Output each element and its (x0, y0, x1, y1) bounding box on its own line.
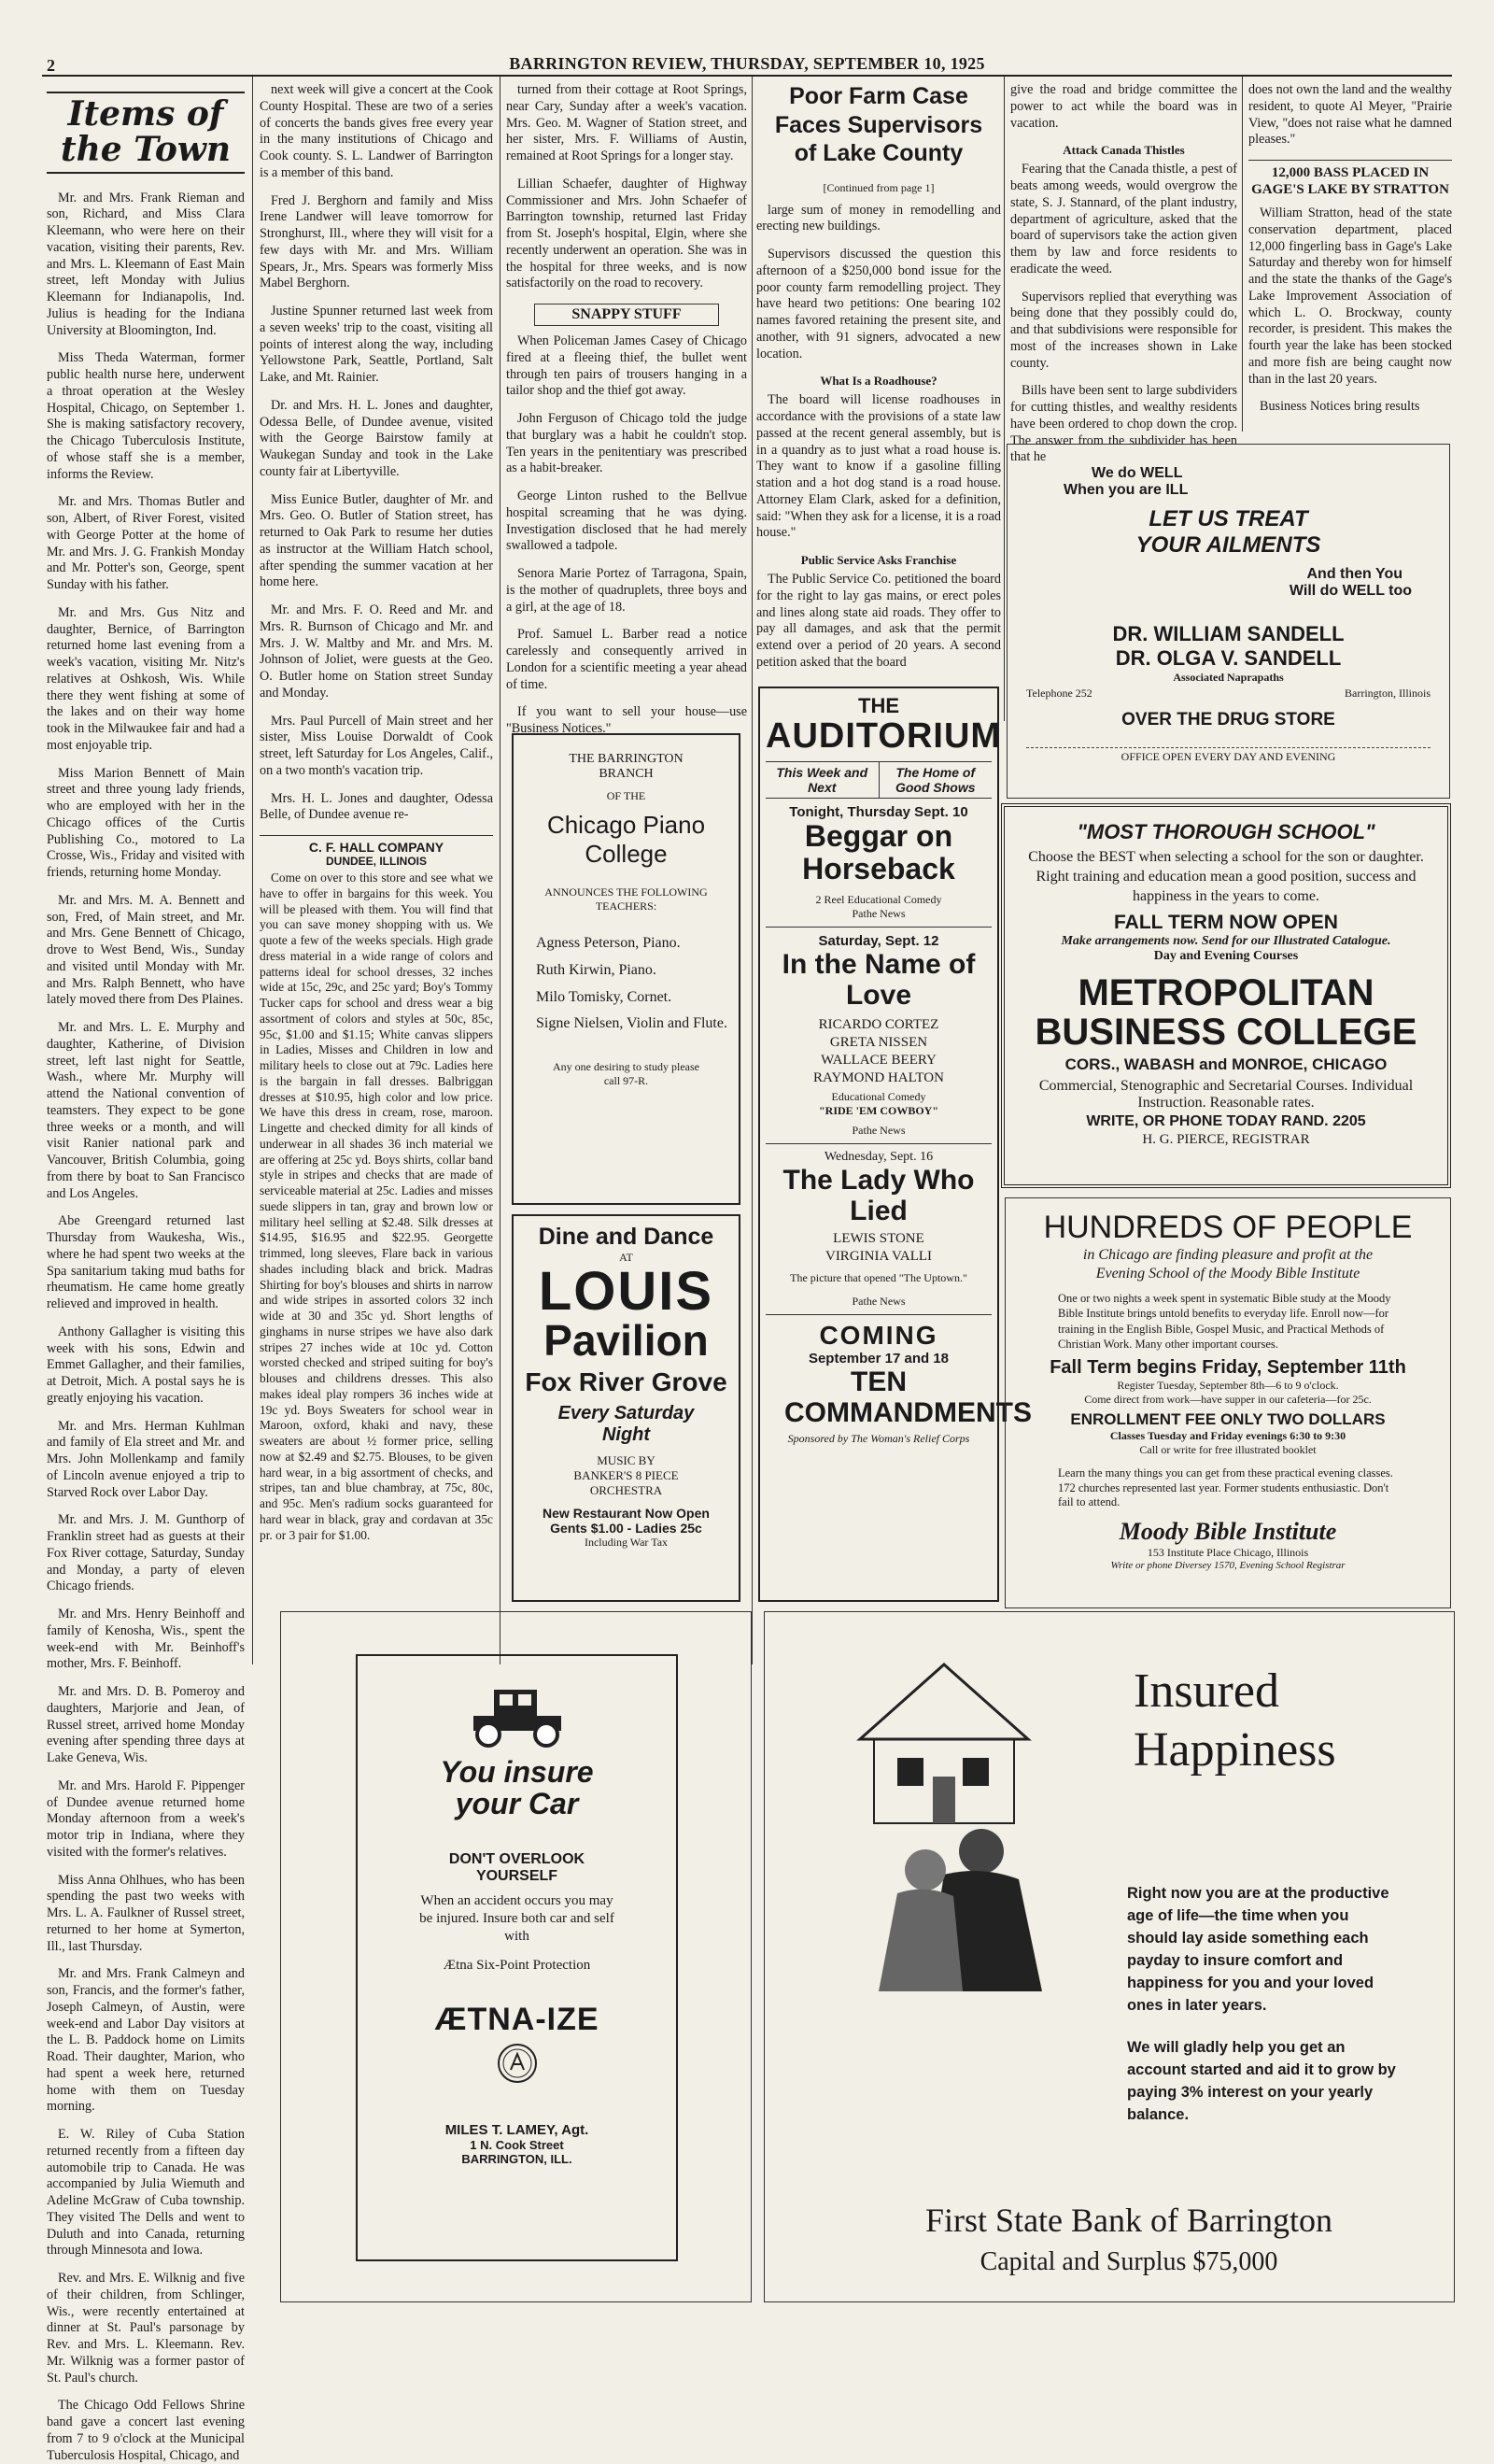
mbc-write: WRITE, OR PHONE TODAY RAND. 2205 (1086, 1113, 1366, 1130)
news-item: Supervisors discussed the question this afternoon of a $250,000 bond issue for the poor county farm remodelling project. They have heard two petitions: One bearing 102 names favored retaining the present site, and another, with 91 signers, advocated a new location. (756, 247, 1001, 361)
column-rule (1004, 77, 1005, 721)
roadhouse-subhead: What Is a Roadhouse? (820, 374, 937, 389)
column-6 (1248, 82, 1452, 432)
nap-l1: We do WELL (1092, 465, 1183, 481)
news-item: Senora Marie Portez of Tarragona, Spain, is the mother of quadruplets, three boys and a girl, at the age of 18. (506, 566, 747, 615)
column-local-news (47, 92, 245, 2463)
business-college-ad (1001, 803, 1451, 1188)
moody-ad (1005, 1197, 1451, 1608)
show1-date: Tonight, Thursday Sept. 10 (789, 803, 968, 820)
col6-para1: does not own the land and the wealthy resident, to quote Al Meyer, "Prairie View, "does not raise what he damned pleases." (1248, 82, 1452, 148)
show3-date: Wednesday, Sept. 16 (824, 1150, 934, 1165)
mbc-head: "MOST THOROUGH SCHOOL" (1077, 820, 1375, 843)
items-heading: Items of the Town (47, 92, 245, 174)
news-item: Mrs. Paul Purcell of Main street and her sister, Miss Louise Dorwaldt of Cook street, left Saturday for Los Angeles, Calif., on a two month's vacation trip. (260, 713, 493, 778)
show2-extra2: "RIDE 'EM COWBOY" (819, 1104, 938, 1118)
piano-footer: Any one desiring to study please call 97-R. (553, 1060, 699, 1088)
news-item: turned from their cottage at Root Springs, near Cary, Sunday after a week's vacation. Mrs. Geo. M. Wagner of Station street, and her sister, Mrs. F. Williams of Austin, remained at Root Springs for a longer stay. (506, 82, 747, 163)
bank-text2: We will gladly help you get an account started and aid it to grow by paying 3% interest on your yearly balance. (1127, 2039, 1396, 2123)
sandell-ad (1007, 444, 1450, 799)
news-item: George Linton rushed to the Bellvue hospital screaming that he was dying. Investigation disclosed that he had merely swallowed a tadpole. (506, 489, 747, 554)
nap-contact-row (1026, 687, 1431, 701)
piano-name2: College (585, 840, 668, 868)
col5-para2: Fearing that the Canada thistle, a pest of beats among weeds, would overgrow the state, S. J. Stannard, of the plant industry, department of agriculture, asked that the board of supervisors take the action given them by law and force residents to eradicate the weed. (1010, 162, 1237, 276)
column-rule (1242, 77, 1243, 432)
news-item: Justine Spunner returned last week from a seven weeks' trip to the coast, visiting all points of interest along the way, including Yellowstone Park, Seattle, Portland, Salt Lake, and Mt. Rainier. (260, 304, 493, 385)
hall-ad-title: C. F. HALL COMPANY (308, 840, 444, 855)
teacher-name: Signe Nielsen, Violin and Flute. (536, 1015, 727, 1032)
news-item: Anthony Gallagher is visiting this week with his sons, Edwin and Emmet Gallagher, and their families, at Detroit, Mich. A postal says he is greatly enjoying his vacation. (47, 1324, 245, 1406)
moody-addr: 153 Institute Place Chicago, Illinois (1147, 1545, 1309, 1559)
news-items (47, 191, 245, 2464)
news-item: Mr. and Mrs. Harold F. Pippenger of Dundee avenue returned home Monday afternoon from a week's motor trip in Indiana, where they visited with the former's relatives. (47, 1777, 245, 1860)
snappy-heading: SNAPPY STUFF (534, 304, 719, 326)
moody-name: Moody Bible Institute (1119, 1517, 1337, 1545)
aud-right: The Home of Good Shows (895, 764, 976, 795)
show1-extra: 2 Reel Educational Comedy (815, 893, 942, 907)
piano-l3: OF THE (606, 789, 646, 802)
mbc-day: Day and Evening Courses (1153, 949, 1299, 964)
cast-member: GRETA NISSEN (829, 1035, 928, 1051)
nap-l5: And then You (1306, 566, 1402, 582)
cast-member: VIRGINIA VALLI (825, 1249, 933, 1265)
moody-reg1: Register Tuesday, September 8th—6 to 9 o'clock. (1117, 1379, 1339, 1392)
news-item: Mr. and Mrs. L. E. Murphy and daughter, Katherine, of Division street, left last night for Seattle, Wash., where Mr. Murphy will attend the National convention of teamsters. They expect to be gone three weeks or a month, and will visit Ranier national park and Vancouver, British Columbia, going from there by boat to San Francisco and Los Angeles. (47, 1020, 245, 1201)
louis-l9: BANKER'S 8 PIECE (573, 1468, 679, 1482)
aetna-ad (280, 1611, 752, 2302)
news-item: Miss Theda Waterman, former public health nurse here, underwent a throat operation at the Wesley Hospital, Chicago, on September 1. She is making satisfactory recovery, the Chicago Tuberculosis Institute, of whose staff she is a member, informs the Review. (47, 350, 245, 482)
news-item: Prof. Samuel L. Barber read a notice carelessly and consequently arrived in London for a scientific meeting a year ahead of time. (506, 627, 747, 692)
headline-line: Poor Farm Case (789, 83, 968, 109)
column-rule (752, 77, 753, 1664)
news-item: If you want to sell your house—use "Business Notices." (506, 704, 747, 736)
nap-l6: Will do WELL too (1289, 583, 1412, 599)
aetna-addr: 1 N. Cook Street (470, 2138, 564, 2153)
col6-para3: Business Notices bring results (1260, 399, 1420, 415)
nap-hours: OFFICE OPEN EVERY DAY AND EVENING (1026, 747, 1431, 764)
news-item: Mr. and Mrs. F. O. Reed and Mr. and Mrs. R. Burnson of Chicago and Mr. and Mrs. J. W. Maltby and Mr. and Mrs. M. Johnson of Joliet, were guests at the Geo. O. Butler home on Station street Sunday and Monday. (260, 602, 493, 701)
public-service-subhead: Public Service Asks Franchise (800, 553, 957, 567)
show3-cast (766, 1230, 992, 1266)
nap-dr2: DR. OLGA V. SANDELL (1115, 646, 1342, 670)
mbc-text: Choose the BEST when selecting a school for the son or daughter. Right training and education mean a good position, success and happiness in the years to come. (1028, 849, 1424, 904)
news-item: Dr. and Mrs. H. L. Jones and daughter, Odessa Belle, of Dundee avenue, visited with the George Bairstow family at Waukegan Sunday and took in the Lake county fair at Libertyville. (260, 397, 493, 479)
column-2 (260, 82, 493, 1633)
col5-para1: give the road and bridge committee the power to act while the board was in vacation. (1010, 82, 1237, 131)
headline-line: Faces Supervisors (774, 111, 983, 138)
show3-title: The Lady Who Lied (782, 1165, 975, 1227)
aud-the: THE (858, 694, 899, 717)
louis-l8: MUSIC BY (597, 1453, 655, 1467)
teacher-name: Agness Peterson, Piano. (536, 935, 681, 951)
cast-member: RICARDO CORTEZ (818, 1017, 939, 1033)
piano-teachers (523, 930, 729, 1038)
aetna-body: When an accident occurs you may be injured. Insure both car and self with (419, 1893, 614, 1944)
nap-over: OVER THE DRUG STORE (1121, 710, 1335, 729)
hall-ad-subtitle: DUNDEE, ILLINOIS (325, 855, 427, 868)
coming-label: COMING (819, 1320, 938, 1350)
bank-h2: Happiness (1134, 1723, 1336, 1777)
mbc-term: FALL TERM NOW OPEN (1114, 912, 1338, 934)
nap-l4: YOUR AILMENTS (1135, 532, 1321, 558)
news-item: Mr. and Mrs. Gus Nitz and daughter, Bernice, of Barrington returned home last evening from a week's vacation, visiting Mr. Nitz's relatives at Oshkosh, Wis. While there they went fishing at some of the lakes and on their way home took in the Milwaukee fair and had a most enjoyable trip. (47, 604, 245, 753)
news-items-2 (260, 82, 493, 824)
masthead-title: BARRINGTON REVIEW, THURSDAY, SEPTEMBER 10, 1925 (509, 54, 985, 73)
news-item: Fred J. Berghorn and family and Miss Irene Landwer will leave tomorrow for Stronghurst, Ill., where they will visit for a few days with Mr. and Mrs. William Spears, Jr., Mrs. Spears was formerly Miss Mabel Berghorn. (260, 192, 493, 291)
nap-l3: LET US TREAT (1149, 506, 1308, 531)
news-item: Mr. and Mrs. Frank Rieman and son, Richard, and Miss Clara Kleemann, who were here on their vacation, visiting their parents, Rev. and Mrs. L. Kleemann of East Main street, left Monday with Julius Kleemann for Indianapolis, Ind. Julius is heading for the Indiana University at Bloomington, Ind. (47, 190, 245, 338)
aetna-agent: MILES T. LAMEY, Agt. (444, 2122, 589, 2139)
news-item: Miss Marion Bennett of Main street and three young lady friends, who are employed with her in the Chicago offices of the Curtis Publishing Co., motored to La Crosse, Wis., Friday and visited with friends, returning home Monday. (47, 765, 245, 881)
column-4 (756, 82, 1001, 675)
news-item: Mr. and Mrs. M. A. Bennett and son, Fred, of Main street, and Mr. and Mrs. Gene Bennett of Chicago, drove to West Bend, Wis., Sunday and visited until Monday with Mr. and Mrs. Ralph Bennett, who have lately moved there from Des Plaines. (47, 892, 245, 1008)
show2-cast (766, 1016, 992, 1086)
teacher-name: Ruth Kirwin, Piano. (536, 961, 656, 978)
bass-headline: 12,000 BASS PLACED IN GAGE'S LAKE BY STRATTON (1248, 160, 1452, 198)
news-item: Miss Eunice Butler, daughter of Mr. and Mrs. Geo. O. Butler of Station street, has returned to Oak Park to resume her duties as instructor at the William Hatch school, after spending the summer vacation at her home here. (260, 491, 493, 590)
news-item: Mr. and Mrs. D. B. Pomeroy and daughters, Marjorie and Jean, of Russel street, arrived home Monday evening after spending three days at Lake Geneva, Wis. (47, 1684, 245, 1766)
roadhouse-text: The board will license roadhouses in accordance with the provisions of a state law passed at the recent general assembly, but is in a quandry as to just what a road house is. They want to know if a gasoline filling station and a hot dog stand is a road house. Attorney Elam Clark, asked for a definition, said: "When they ask for a license, it is a road house." (756, 392, 1001, 541)
moody-sub: in Chicago are finding pleasure and profit at the Evening School of the Moody Bible Institute (1082, 1247, 1374, 1282)
poor-farm-headline (756, 82, 1001, 168)
teacher-name: Milo Tomisky, Cornet. (536, 988, 672, 1005)
nap-phone: Telephone 252 (1026, 687, 1092, 700)
moody-call: Call or write for free illustrated booklet (1139, 1443, 1317, 1456)
bank-h1: Insured (1134, 1664, 1279, 1718)
news-item: When Policeman James Casey of Chicago fired at a fleeing thief, the bullet went through ten pairs of trousers hanging in a tailor shop and the thief got away. (506, 333, 747, 399)
news-item: Abe Greengard returned last Thursday from Waukesha, Wis., where he had spent two weeks at the Spa sanitarium taking mud baths for rheumatism. He came home greatly relieved and improved in health. (47, 1213, 245, 1312)
aud-rule (766, 1314, 992, 1315)
news-item: Mr. and Mrs. Thomas Butler and son, Albert, of River Forest, visited with George Potter at the home of Mr. and Mrs. J. G. Frankish Monday and Mr. Potter's son, George, spent Sunday with his father. (47, 494, 245, 593)
column-rule (252, 77, 253, 1664)
news-item: John Ferguson of Chicago told the judge that burglary was a habit he couldn't stop. Ten years in the penitentiary was prescribed as a habit-breaker. (506, 411, 747, 476)
col5-para3: Supervisors replied that everything was being done that they possibly could do, and that subdivisions were responsible for most of the increases shown in Lake county. (1010, 289, 1237, 371)
column-3 (506, 82, 747, 736)
moody-fee: ENROLLMENT FEE ONLY TWO DOLLARS (1070, 1410, 1386, 1428)
news-item: large sum of money in remodelling and erecting new buildings. (756, 202, 1001, 234)
moody-head: HUNDREDS OF PEOPLE (1043, 1210, 1413, 1245)
mbc-name1: METROPOLITAN (1078, 972, 1374, 1014)
piano-l1: THE BARRINGTON (569, 752, 684, 766)
louis-l3: LOUIS (538, 1261, 714, 1322)
news-item: Mr. and Mrs. Herman Kuhlman and family of Ela street and Mr. and Mrs. John Mollenkamp and family of Lincoln avenue enjoyed a trip to Starved Rock over Labor Day. (47, 1418, 245, 1500)
show2-news: Pathe News (852, 1124, 906, 1138)
nap-l2: When you are ILL (1064, 482, 1189, 498)
aud-subbar (766, 761, 992, 799)
aetna-brand: ÆTNA-IZE (434, 2002, 599, 2038)
hall-company-ad (260, 835, 493, 1543)
aud-rule (766, 927, 992, 928)
louis-l6: Every Saturday (557, 1403, 695, 1423)
mbc-courses: Commercial, Stenographic and Secretarial Courses. Individual Instruction. Reasonable rates. (1038, 1078, 1414, 1112)
cast-member: LEWIS STONE (833, 1231, 924, 1247)
piano-college-ad (512, 733, 740, 1205)
col5-para4: Bills have been sent to large subdividers for cutting thistles, and wealthy residents have been ordered to chop down the crop. The answer from the subdivider has been that he (1010, 383, 1237, 465)
snappy-items (506, 333, 747, 738)
page-number: 2 (47, 56, 55, 75)
show2-extra: Educational Comedy (831, 1090, 926, 1104)
cast-member: RAYMOND HALTON (813, 1069, 944, 1085)
col6-para2: William Stratton, head of the state conservation department, placed 12,000 fingerling bass in Gage's Lake Saturday and thereby won for himself and the state the thanks of the Gage's Lake Improvement Association of which L. O. Brockway, county recorder, is president. This makes the fourth year the lake has been stocked and more fish are being caught now than in the last 20 years. (1248, 205, 1452, 387)
public-service-text: The Public Service Co. petitioned the board for the right to lay gas mains, or erect poles and lines along state aid roads. They offer to pay all damages, and ask that the permit extend over a period of 20 years. A second petition asked that the board (756, 572, 1001, 670)
aetna-h2: YOURSELF (475, 1868, 558, 1885)
show3-note: The picture that opened "The Uptown." (790, 1270, 967, 1284)
mbc-arr: Make arrangements now. Send for our Illustrated Catalogue. (1061, 934, 1391, 949)
aetna-seal-icon (496, 2042, 539, 2085)
louis-l5: Fox River Grove (525, 1367, 727, 1396)
auditorium-ad (758, 687, 1032, 1602)
aetna-t2: your Car (455, 1786, 579, 1820)
poor-farm-text (756, 203, 1001, 363)
piano-announce: ANNOUNCES THE FOLLOWING TEACHERS: (544, 885, 708, 913)
aetna-prod: Ætna Six-Point Protection (443, 1958, 591, 1974)
louis-l4: Pavilion (543, 1316, 709, 1365)
moody-text: One or two nights a week spent in systematic Bible study at the Moody Bible Institute brings untold benefits to everyday life. Enroll now—for training in the English Bible, Gospel Music, and Practical Methods of Christian Work. Many other important courses. (1058, 1292, 1391, 1351)
show1-title: Beggar on Horseback (802, 818, 955, 886)
headline-line: of Lake County (794, 140, 964, 166)
aud-rule (766, 1143, 992, 1144)
show1-news: Pathe News (852, 907, 906, 921)
car-illustration (466, 1682, 569, 1749)
news-item: Lillian Schaefer, daughter of Highway Commissioner and Mrs. John Schaefer of Barrington township, returned last Friday from St. Joseph's hospital, Elgin, where she recently underwent an operation. She was in the hospital for three weeks, and is now satisfactorily on the road to recovery. (506, 176, 747, 291)
news-item: The Chicago Odd Fellows Shrine band gave a concert last evening from 7 to 9 o'clock at the Municipal Tuberculosis Hospital, Chicago, and (47, 2398, 245, 2463)
show3-news: Pathe News (852, 1294, 906, 1308)
louis-pavilion-ad (512, 1214, 740, 1602)
moody-classes: Classes Tuesday and Friday evenings 6:30 to 9:30 (1109, 1429, 1346, 1442)
piano-l2: BRANCH (599, 767, 654, 781)
aetna-h1: DON'T OVERLOOK (448, 1851, 585, 1868)
moody-reg2: Come direct from work—have supper in our cafeteria—for 25c. (1084, 1393, 1372, 1406)
bank-capital: Capital and Surplus $75,000 (980, 2247, 1278, 2276)
news-item: Mr. and Mrs. J. M. Gunthorp of Franklin street had as guests at their Fox River cottage, Saturday, Sunday and Monday, a party of eleven Chicago friends. (47, 1512, 245, 1594)
aetna-city: BARRINGTON, ILL. (461, 2152, 572, 2167)
news-item: Mr. and Mrs. Frank Calmeyn and son, Francis, and the former's father, Joseph Calmeyn, of Austin, were week-end and Labor Day visitors at the L. B. Paddock home on Limits Road. Their daughter, Marion, who had spent a week here, returned home with them on Tuesday morning. (47, 1966, 245, 2115)
news-item: Mr. and Mrs. Henry Beinhoff and family of Kenosha, Wis., spent the week-end with Mr. Beinhoff's mother, Mrs. F. Beinhoff. (47, 1607, 245, 1672)
aetna-inner (356, 1654, 678, 2261)
louis-l7: Night (601, 1424, 651, 1445)
news-item: Miss Anna Ohlhues, who has been spending the past two weeks with Mrs. L. A. Faulkner of Russel street, returned to her home at Symerton, Ill., last Thursday. (47, 1872, 245, 1954)
moody-learn: Learn the many things you can get from these practical evening classes. 172 churches represented last year. Former students enthusiastic. Don't fail to attend. (1058, 1466, 1393, 1509)
coming-sponsor: Sponsored by The Woman's Relief Corps (787, 1431, 970, 1445)
louis-l12: Gents $1.00 - Ladies 25c (550, 1521, 702, 1536)
piano-name1: Chicago Piano (546, 811, 706, 839)
coming-dates: September 17 and 18 (808, 1350, 950, 1367)
aud-left: This Week and Next (766, 762, 880, 798)
bank-name: First State Bank of Barrington (925, 2202, 1332, 2239)
louis-l1: Dine and Dance (538, 1224, 714, 1250)
news-item: Mrs. H. L. Jones and daughter, Odessa Belle, of Dundee avenue re- (260, 790, 493, 823)
moody-write: Write or phone Diversey 1570, Evening School Registrar (1110, 1559, 1346, 1571)
hall-ad-text: Come on over to this store and see what we have to offer in bargains for this week. You will be pleased with them. You will find that you can save money shopping with us. We quote a few of the weeks specials. High grade dress material in a wide range of colors and patterns ideal for school dresses, 32 inches wide at 15c, 29c, and 25c yard; Boy's Tommy Tucker caps for school and dress wear a big assortment of colors and styles at 50c, 85c, 95c, $1.00 and $1.15; White canvas slippers in Ladies, Misses and Children in low and military heels to close out at 79c. Ladies here is the bargain in fall dresses. Balbriggan dresses at $10.95, high color and low price. We have this dress in cream, rose, maroon. Lingette and checked dimity for all kinds of underwear in all shades 36 inch material we are offering at 25c yd. Boys shirts, collar band style in stripes and checks that are made of serviceable material at 25c. Ladies and misses suede slippers in tan, gray and brown low or military heel selling at $2.48. Silk dresses at $14.95, $16.95 and $22.95. Georgette trimmed, long sleeves, Flare back in various shades including black and brick. Madras Shirting for boy's blouses and shirts in narrow and wide stripes in assorted colors 32 inch wide at 30 and 35c yd. Short lengths of ginghams in nurse stripes we have also dark stripes 27 inches wide at 10c yd. Cotton worsted checked and striped suiting for boy's blouses and childrens dresses. This also makes ideal play rompers 36 inches wide at 19c yd. Boys Sweaters for school wear in Maroon, oxford, khaki and navy, these sweaters are about ½ former price, selling now at $2.49 and $2.75. Blouses, to be given hard wear, in a big assortment of checks, and stripes, tan and blue chambray, at 75c, 80c, and 95c. Men's radium socks guaranteed for hard wear in black, gray and cordavan at 35c pr. or 3 pair for $1.00. (260, 871, 493, 1542)
show2-title: In the Name of Love (782, 949, 976, 1012)
news-item: E. W. Riley of Cuba Station returned recently from a fifteen day automobile trip to Canada. He was accompanied by Julia Wiemuth and Adeline McGraw of Cuba township. They visited The Dells and went to Duluth and into Canada, returning through Minnesota and Iowa. (47, 2127, 245, 2259)
continued-note: [Continued from page 1] (823, 180, 935, 194)
couple-illustration (823, 1636, 1089, 1991)
bank-text: Right now you are at the productive age of life—the time when you should lay aside something each payday to insure comfort and happiness for you and your loved ones in later years. (1127, 1885, 1389, 2014)
nap-dr1: DR. WILLIAM SANDELL (1112, 622, 1345, 645)
louis-l11: New Restaurant Now Open (543, 1506, 710, 1521)
louis-l10: ORCHESTRA (589, 1483, 663, 1497)
show2-date: Saturday, Sept. 12 (818, 933, 939, 950)
nap-assoc: Associated Naprapaths (1173, 671, 1284, 684)
news-item: Rev. and Mrs. E. Wilknig and five of their children, from Schlinger, Wis., were recently entertained at dinner at St. Paul's parsonage by Rev. and Mrs. L. Kleemann. Rev. Mr. Wilknig was a former pastor of St. Paul's church. (47, 2271, 245, 2386)
coming-title: TEN COMMANDMENTS (784, 1366, 1032, 1428)
news-items-3 (506, 82, 747, 292)
news-item: next week will give a concert at the Cook County Hospital. These are two of a series of concerts the bands gives free every year in the many institutions of Chicago and Cook county. S. L. Landwer of Barrington is a member of this band. (260, 82, 493, 180)
moody-term: Fall Term begins Friday, September 11th (1050, 1357, 1406, 1378)
aud-name: AUDITORIUM (766, 716, 1002, 756)
louis-l2: AT (619, 1251, 633, 1264)
masthead-rule (42, 75, 1452, 77)
mbc-name2: BUSINESS COLLEGE (1035, 1012, 1417, 1054)
aetna-t1: You insure (440, 1755, 594, 1789)
louis-l13: Including War Tax (584, 1536, 669, 1549)
nap-city: Barrington, Illinois (1345, 687, 1431, 700)
mbc-reg: H. G. PIERCE, REGISTRAR (1142, 1132, 1310, 1148)
thistles-subhead: Attack Canada Thistles (1063, 143, 1185, 158)
bank-ad (764, 1611, 1455, 2302)
cast-member: WALLACE BEERY (821, 1052, 937, 1068)
column-5 (1010, 82, 1237, 465)
mbc-addr: CORS., WABASH and MONROE, CHICAGO (1064, 1055, 1388, 1074)
